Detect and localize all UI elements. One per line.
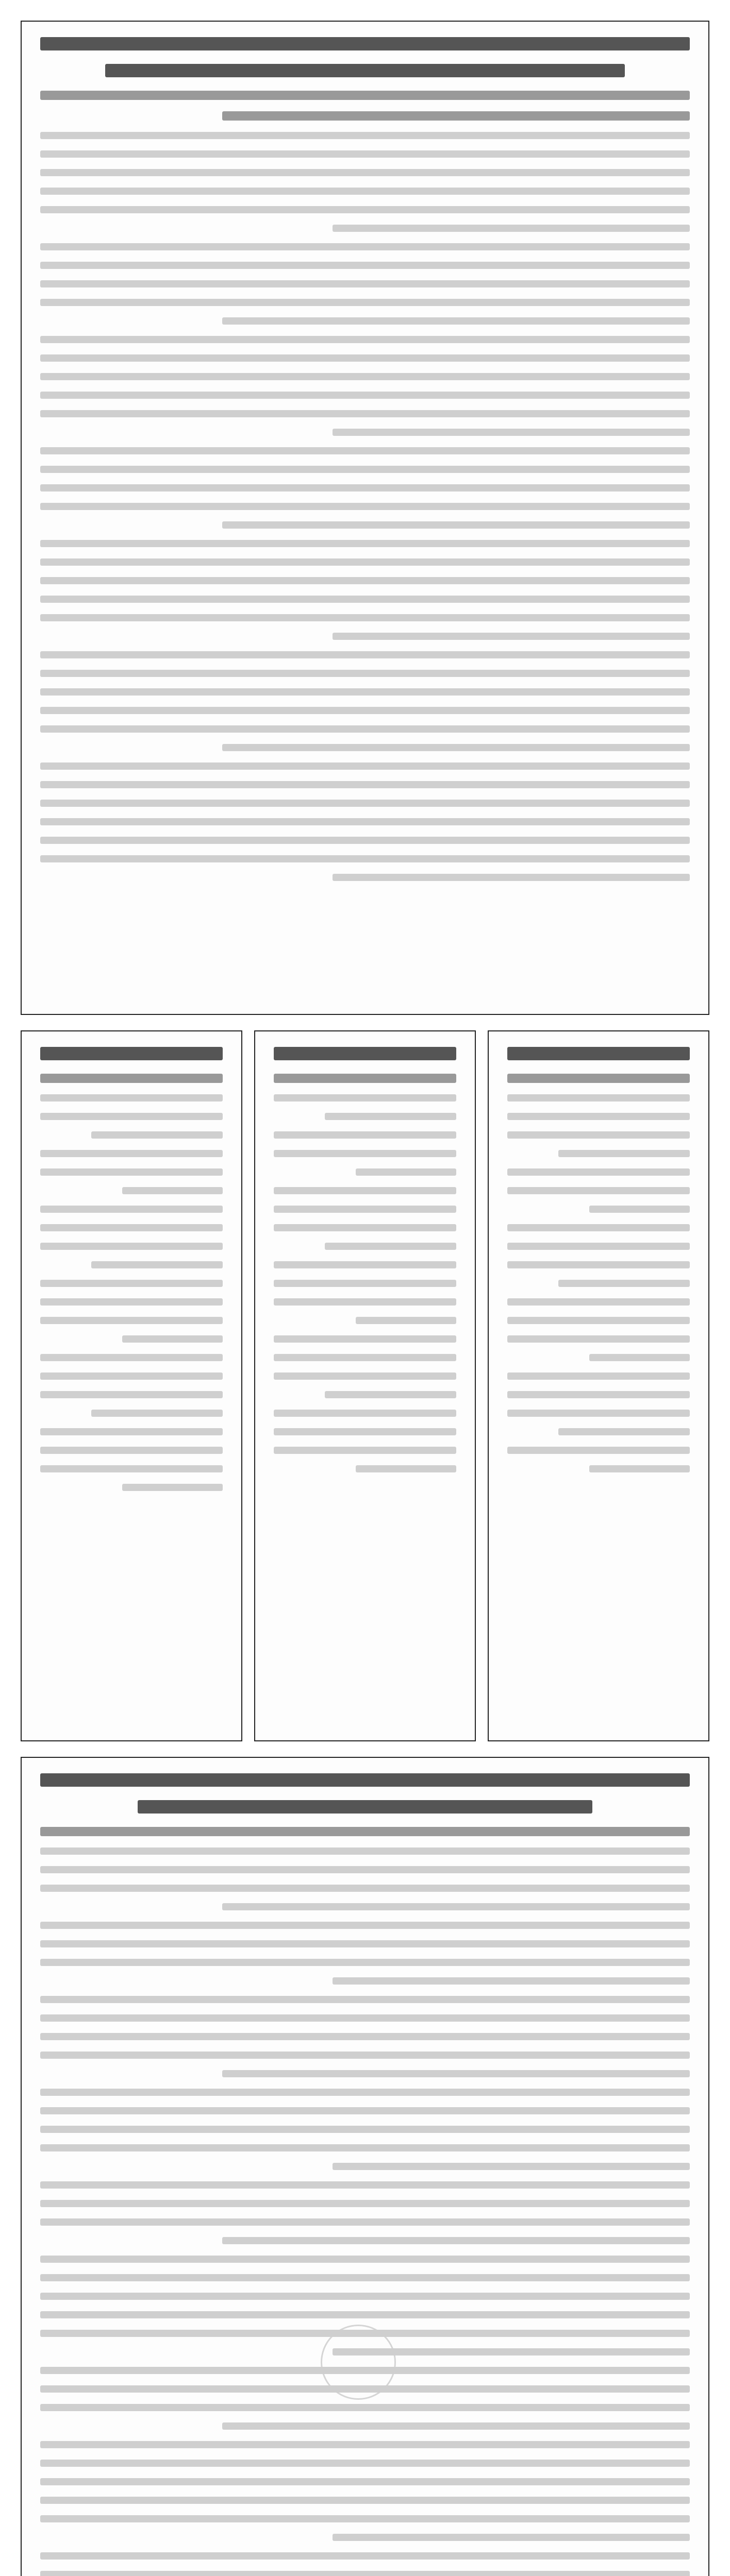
notice-lower-left xyxy=(21,1030,242,1741)
notice-main-sale xyxy=(21,21,709,1015)
notice-bottom-large xyxy=(21,1757,709,2576)
notice-lower-right xyxy=(488,1030,709,1741)
notice-lower-middle xyxy=(254,1030,476,1741)
